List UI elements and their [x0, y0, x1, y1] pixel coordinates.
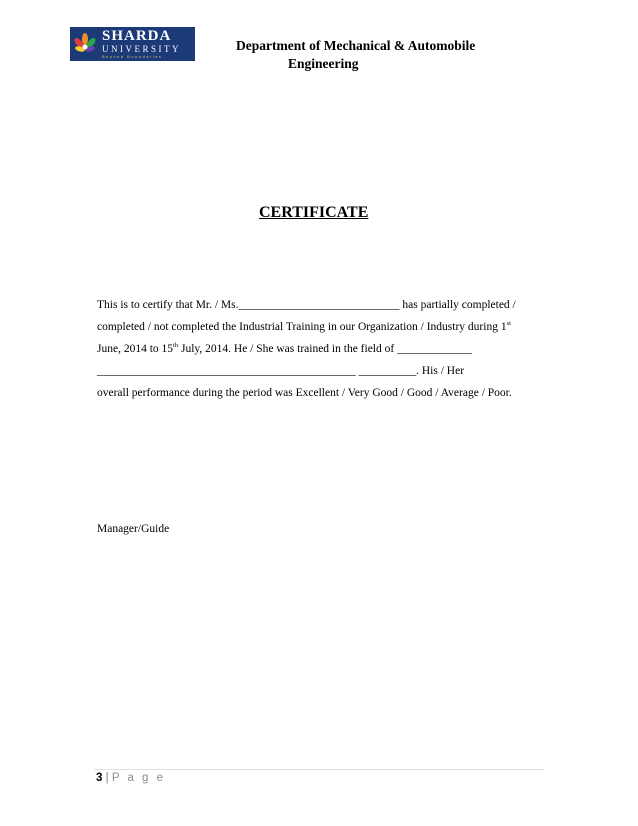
page-label: P a g e: [111, 772, 166, 784]
lotus-emblem-icon: [70, 27, 100, 61]
department-heading: [236, 37, 556, 73]
certificate-body: [97, 294, 537, 404]
department-line-2: Engineering: [288, 56, 359, 71]
page-number: 3: [96, 772, 103, 784]
ordinal-suffix-st: st: [506, 320, 511, 328]
logo-tagline: Beyond Boundaries: [102, 54, 163, 59]
footer-divider: [94, 769, 544, 770]
logo-line-university: UNIVERSITY: [102, 44, 181, 54]
page-footer: [96, 772, 166, 784]
certificate-line-3-start: June, 2014 to 15: [97, 343, 174, 355]
certificate-line-5: overall performance during the period was Excellent / Very Good / Good / Average / Poor.: [97, 387, 512, 399]
ordinal-suffix-th: th: [173, 342, 179, 350]
footer-separator: |: [105, 772, 109, 784]
certificate-line-4: _____________________________________________ __________. His / Her: [97, 365, 465, 377]
certificate-line-2: [97, 316, 537, 338]
certificate-title: CERTIFICATE: [259, 204, 369, 221]
certificate-line-3-end: July, 2014. He / She was trained in the field of _____________: [178, 343, 472, 355]
signature-label: Manager/Guide: [97, 523, 170, 535]
certificate-line-2-text: completed / not completed the Industrial Training in our Organization / Industry during 1: [97, 321, 507, 333]
logo-wordmark: [100, 29, 181, 59]
department-line-1: Department of Mechanical & Automobile: [236, 38, 476, 53]
certificate-line-1: This is to certify that Mr. / Ms.____________________________ has partially completed /: [97, 299, 516, 311]
logo-line-sharda: SHARDA: [102, 28, 172, 44]
certificate-line-3: [97, 338, 537, 360]
sharda-university-logo: [70, 27, 195, 61]
